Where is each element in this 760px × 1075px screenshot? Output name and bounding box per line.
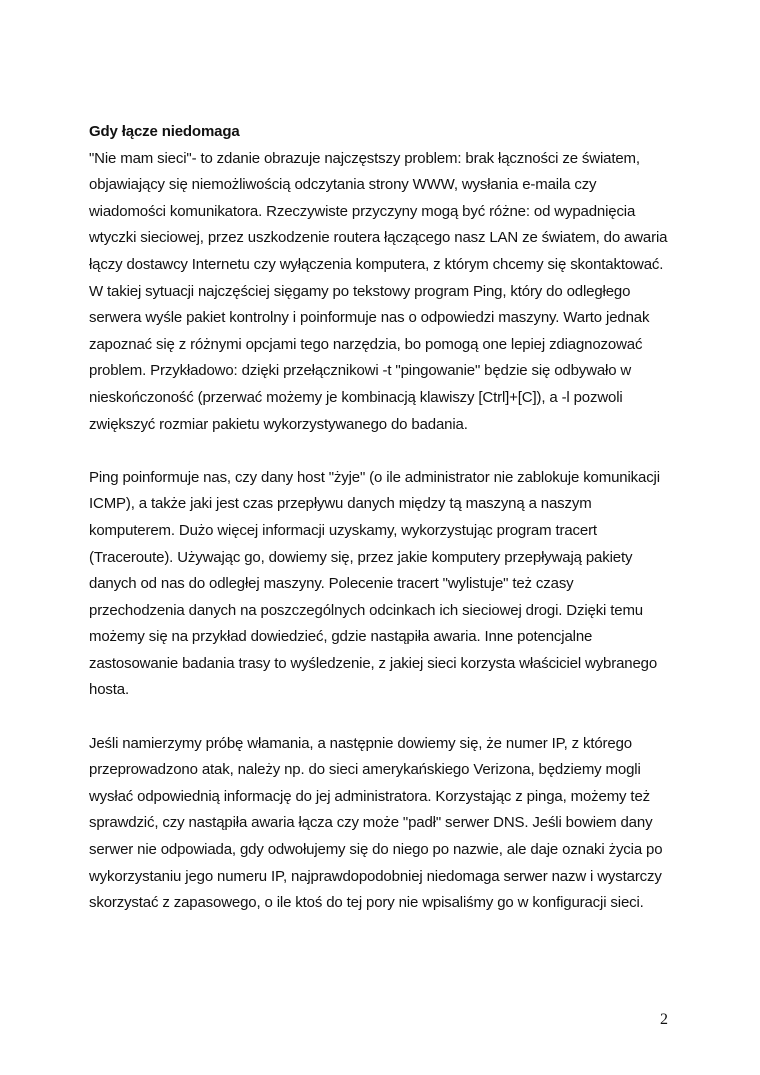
paragraph-line: wiadomości komunikatora. Rzeczywiste przyczyny mogą być różne: od wypadnięcia <box>89 202 636 220</box>
paragraph-line: sprawdzić, czy nastąpiła awaria łącza czy może "padł" serwer DNS. Jeśli bowiem dany <box>89 814 653 832</box>
paragraph-line: przeprowadzono atak, należy np. do sieci amerykańskiego Verizona, będziemy mogli <box>89 761 641 779</box>
paragraph-line: Jeśli namierzymy próbę włamania, a następnie dowiemy się, że numer IP, z którego <box>89 734 632 752</box>
paragraph-1 <box>89 146 681 439</box>
document-body <box>89 119 681 917</box>
paragraph-line: "Nie mam sieci"- to zdanie obrazuje najczęstszy problem: brak łączności ze światem, <box>89 149 640 167</box>
paragraph-line: skorzystać z zapasowego, o ile ktoś do tej pory nie wpisaliśmy go w konfiguracji sieci. <box>89 894 644 912</box>
paragraph-line: serwera wyśle pakiet kontrolny i poinformuje nas o odpowiedzi maszyny. Warto jednak <box>89 309 650 327</box>
paragraph-line: serwer nie odpowiada, gdy odwołujemy się do niego po nazwie, ale daje oznaki życia po <box>89 841 663 859</box>
section-title: Gdy łącze niedomaga <box>89 123 240 140</box>
paragraph-line: (Traceroute). Używając go, dowiemy się, przez jakie komputery przepływają pakiety <box>89 548 633 566</box>
paragraph-line: nieskończoność (przerwać możemy je kombinacją klawiszy [Ctrl]+[C]), a -l pozwoli <box>89 388 623 406</box>
paragraph-2 <box>89 465 681 704</box>
paragraph-line: wykorzystaniu jego numeru IP, najprawdopodobniej niedomaga serwer nazw i wystarczy <box>89 867 662 885</box>
paragraph-line: ICMP), a także jaki jest czas przepływu danych między tą maszyną a naszym <box>89 495 592 513</box>
paragraph-line: wtyczki sieciowej, przez uszkodzenie routera łączącego nasz LAN ze światem, do awaria <box>89 229 668 247</box>
paragraph-line: Ping poinformuje nas, czy dany host "żyje" (o ile administrator nie zablokuje komunikacji <box>89 468 660 486</box>
paragraph-line: hosta. <box>89 681 129 699</box>
paragraph-line: objawiający się niemożliwością odczytania strony WWW, wysłania e-maila czy <box>89 176 597 194</box>
paragraph-line: danych od nas do odległej maszyny. Polecenie tracert "wylistuje" też czasy <box>89 575 574 593</box>
paragraph-line: możemy się na przykład dowiedzieć, gdzie nastąpiła awaria. Inne potencjalne <box>89 628 593 646</box>
paragraph-line: łączy dostawcy Internetu czy wyłączenia komputera, z którym chcemy się skontaktować. <box>89 255 664 273</box>
paragraph-line: zastosowanie badania trasy to wyśledzenie, z jakiej sieci korzysta właściciel wybranego <box>89 654 658 672</box>
page-number: 2 <box>660 1011 668 1028</box>
paragraph-line: W takiej sytuacji najczęściej sięgamy po tekstowy program Ping, który do odległego <box>89 282 631 300</box>
paragraph-line: zapoznać się z różnymi opcjami tego narzędzia, bo pomogą one lepiej zdiagnozować <box>89 335 643 353</box>
paragraph-line: wysłać odpowiednią informację do jej administratora. Korzystając z pinga, możemy też <box>89 787 650 805</box>
paragraph-line: komputerem. Dużo więcej informacji uzyskamy, wykorzystując program tracert <box>89 521 597 539</box>
paragraph-line: problem. Przykładowo: dzięki przełącznikowi -t "pingowanie" będzie się odbywało w <box>89 362 632 380</box>
paragraph-line: zwiększyć rozmiar pakietu wykorzystywanego do badania. <box>89 415 468 433</box>
paragraph-line: przechodzenia danych na poszczególnych odcinkach ich sieciowej drogi. Dzięki temu <box>89 601 643 619</box>
paragraph-3 <box>89 731 681 917</box>
